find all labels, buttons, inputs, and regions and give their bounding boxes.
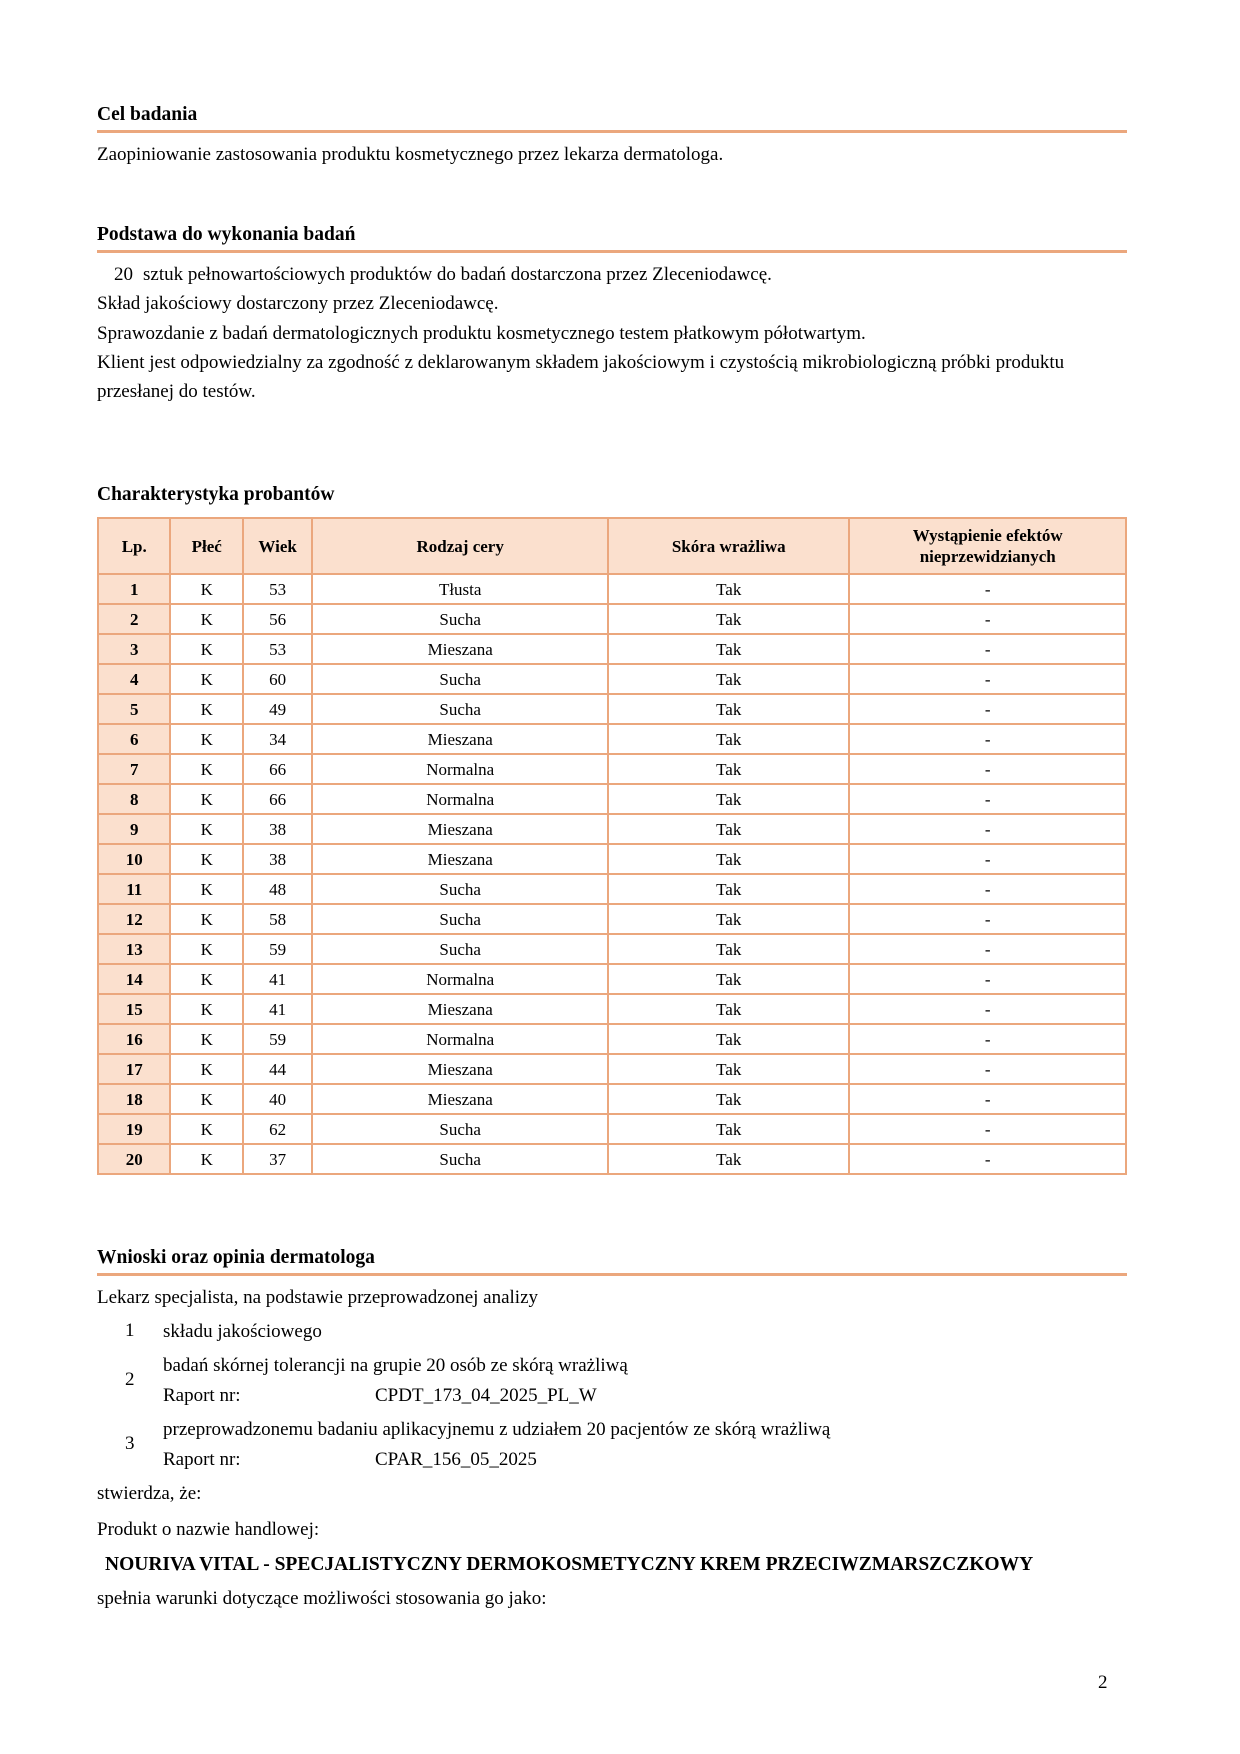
table-cell: Normalna xyxy=(312,1024,608,1054)
table-cell: Tak xyxy=(608,1024,849,1054)
conclusion-body xyxy=(163,1351,1127,1411)
conclusion-number: 2 xyxy=(125,1369,135,1391)
table-cell: K xyxy=(170,1024,242,1054)
table-cell: - xyxy=(849,1144,1126,1174)
table-cell: Sucha xyxy=(312,874,608,904)
table-row xyxy=(98,934,1126,964)
report-line xyxy=(163,1445,1127,1475)
table-cell: Tak xyxy=(608,994,849,1024)
table-cell: Tak xyxy=(608,934,849,964)
table-cell: K xyxy=(170,574,242,604)
table-cell: - xyxy=(849,874,1126,904)
table-row xyxy=(98,604,1126,634)
table-cell: K xyxy=(170,634,242,664)
table-cell: - xyxy=(849,574,1126,604)
table-row xyxy=(98,784,1126,814)
table-row xyxy=(98,664,1126,694)
table-cell: Tak xyxy=(608,574,849,604)
section-heading-charakterystyka: Charakterystyka probantów xyxy=(97,484,335,505)
table-cell: Sucha xyxy=(312,664,608,694)
table-cell: 7 xyxy=(98,754,170,784)
table-cell: 59 xyxy=(243,934,312,964)
table-cell: Sucha xyxy=(312,1144,608,1174)
quantity-value: 20 xyxy=(114,263,133,285)
section-charakterystyka-probantow xyxy=(97,484,1127,1175)
section-podstawa-badan xyxy=(97,224,1127,407)
table-cell: 15 xyxy=(98,994,170,1024)
cel-badania-paragraph: Zaopiniowanie zastosowania produktu kosmetycznego przez lekarza dermatologa. xyxy=(97,144,724,165)
page-content xyxy=(97,104,1127,1614)
table-cell: 37 xyxy=(243,1144,312,1174)
table-cell: - xyxy=(849,1114,1126,1144)
table-cell: Tak xyxy=(608,604,849,634)
table-cell: 38 xyxy=(243,844,312,874)
table-row xyxy=(98,904,1126,934)
table-cell: 18 xyxy=(98,1084,170,1114)
table-row xyxy=(98,814,1126,844)
table-cell: 20 xyxy=(98,1144,170,1174)
table-row xyxy=(98,964,1126,994)
conclusion-text: badań skórnej tolerancji na grupie 20 osób ze skórą wrażliwą xyxy=(163,1354,628,1376)
report-label: Raport nr: xyxy=(163,1448,241,1470)
product-intro: Produkt o nazwie handlowej: xyxy=(97,1518,320,1540)
table-cell: Tak xyxy=(608,754,849,784)
conclusion-body xyxy=(163,1415,1127,1475)
conclusion-text: składu jakościowego xyxy=(163,1320,322,1342)
table-cell: 59 xyxy=(243,1024,312,1054)
table-cell: - xyxy=(849,964,1126,994)
table-cell: - xyxy=(849,1054,1126,1084)
table-cell: Tak xyxy=(608,724,849,754)
page-number: 2 xyxy=(1098,1672,1108,1693)
table-row xyxy=(98,1054,1126,1084)
table-row xyxy=(98,694,1126,724)
column-header: Płeć xyxy=(170,518,242,574)
table-cell: K xyxy=(170,754,242,784)
table-cell: Tak xyxy=(608,874,849,904)
table-cell: Sucha xyxy=(312,1114,608,1144)
table-cell: 2 xyxy=(98,604,170,634)
section-cel-badania xyxy=(97,104,1127,170)
table-cell: 41 xyxy=(243,964,312,994)
table-cell: K xyxy=(170,1114,242,1144)
table-cell: 9 xyxy=(98,814,170,844)
table-cell: 49 xyxy=(243,694,312,724)
column-header: Wiek xyxy=(243,518,312,574)
table-cell: Tak xyxy=(608,784,849,814)
column-header: Wystąpienie efektów nieprzewidzianych xyxy=(849,518,1126,574)
table-cell: - xyxy=(849,604,1126,634)
table-cell: Tak xyxy=(608,1114,849,1144)
section-wnioski xyxy=(97,1247,1127,1614)
table-cell: K xyxy=(170,934,242,964)
table-cell: - xyxy=(849,754,1126,784)
table-cell: K xyxy=(170,694,242,724)
quantity-text: sztuk pełnowartościowych produktów do badań dostarczona przez Zleceniodawcę. xyxy=(143,263,772,285)
table-cell: K xyxy=(170,1084,242,1114)
table-cell: Mieszana xyxy=(312,1054,608,1084)
table-cell: K xyxy=(170,604,242,634)
table-cell: Normalna xyxy=(312,964,608,994)
wnioski-closing: stwierdza, że: xyxy=(97,1482,202,1504)
table-cell: Normalna xyxy=(312,754,608,784)
wnioski-final-line: spełnia warunki dotyczące możliwości stosowania go jako: xyxy=(97,1587,547,1609)
table-cell: 53 xyxy=(243,634,312,664)
table-cell: - xyxy=(849,1024,1126,1054)
table-cell: 8 xyxy=(98,784,170,814)
table-cell: Mieszana xyxy=(312,814,608,844)
table-cell: Sucha xyxy=(312,904,608,934)
table-cell: 38 xyxy=(243,814,312,844)
table-cell: K xyxy=(170,844,242,874)
table-row xyxy=(98,1114,1126,1144)
conclusion-item-2 xyxy=(97,1351,1127,1411)
section-heading-podstawa: Podstawa do wykonania badań xyxy=(97,224,1127,253)
column-header: Lp. xyxy=(98,518,170,574)
table-cell: 14 xyxy=(98,964,170,994)
conclusion-item-3 xyxy=(97,1415,1127,1475)
table-cell: 41 xyxy=(243,994,312,1024)
table-cell: K xyxy=(170,664,242,694)
table-cell: Mieszana xyxy=(312,634,608,664)
table-cell: Mieszana xyxy=(312,1084,608,1114)
table-cell: Tak xyxy=(608,1144,849,1174)
table-cell: - xyxy=(849,694,1126,724)
table-cell: Sucha xyxy=(312,604,608,634)
table-cell: 17 xyxy=(98,1054,170,1084)
table-row xyxy=(98,1144,1126,1174)
table-cell: 12 xyxy=(98,904,170,934)
table-row xyxy=(98,634,1126,664)
report-value: CPDT_173_04_2025_PL_W xyxy=(375,1384,597,1406)
table-row xyxy=(98,1084,1126,1114)
table-cell: K xyxy=(170,724,242,754)
table-cell: 48 xyxy=(243,874,312,904)
table-cell: K xyxy=(170,814,242,844)
table-cell: K xyxy=(170,874,242,904)
table-row xyxy=(98,574,1126,604)
table-cell: Normalna xyxy=(312,784,608,814)
table-cell: 1 xyxy=(98,574,170,604)
table-cell: - xyxy=(849,934,1126,964)
table-cell: 10 xyxy=(98,844,170,874)
table-cell: K xyxy=(170,1144,242,1174)
table-row xyxy=(98,724,1126,754)
conclusion-body xyxy=(163,1317,1127,1347)
table-cell: 66 xyxy=(243,784,312,814)
table-cell: - xyxy=(849,1084,1126,1114)
podstawa-paragraph: Sprawozdanie z badań dermatologicznych produktu kosmetycznego testem płatkowym półotwartym. xyxy=(97,322,866,344)
table-cell: Tak xyxy=(608,664,849,694)
table-cell: Sucha xyxy=(312,694,608,724)
column-header: Rodzaj cery xyxy=(312,518,608,574)
table-cell: - xyxy=(849,664,1126,694)
table-cell: 6 xyxy=(98,724,170,754)
table-cell: 56 xyxy=(243,604,312,634)
section-heading-wnioski: Wnioski oraz opinia dermatologa xyxy=(97,1247,1127,1276)
table-cell: 3 xyxy=(98,634,170,664)
table-cell: Tak xyxy=(608,814,849,844)
table-cell: Tak xyxy=(608,1084,849,1114)
table-cell: - xyxy=(849,844,1126,874)
table-row xyxy=(98,994,1126,1024)
table-cell: 5 xyxy=(98,694,170,724)
table-cell: Mieszana xyxy=(312,844,608,874)
table-cell: - xyxy=(849,994,1126,1024)
wnioski-intro: Lekarz specjalista, na podstawie przeprowadzonej analizy xyxy=(97,1287,539,1308)
table-row xyxy=(98,754,1126,784)
probants-table-body xyxy=(98,574,1126,1174)
table-cell: Tak xyxy=(608,904,849,934)
table-cell: K xyxy=(170,1054,242,1084)
table-cell: Mieszana xyxy=(312,994,608,1024)
table-cell: 34 xyxy=(243,724,312,754)
probants-table-head-row xyxy=(98,518,1126,574)
table-cell: 4 xyxy=(98,664,170,694)
table-cell: - xyxy=(849,784,1126,814)
conclusion-number: 3 xyxy=(125,1433,135,1455)
column-header: Skóra wrażliwa xyxy=(608,518,849,574)
table-cell: 58 xyxy=(243,904,312,934)
table-cell: Tak xyxy=(608,634,849,664)
table-cell: - xyxy=(849,724,1126,754)
table-cell: K xyxy=(170,994,242,1024)
table-cell: 19 xyxy=(98,1114,170,1144)
table-cell: 40 xyxy=(243,1084,312,1114)
table-cell: - xyxy=(849,634,1126,664)
table-cell: 16 xyxy=(98,1024,170,1054)
table-cell: 62 xyxy=(243,1114,312,1144)
table-cell: Tłusta xyxy=(312,574,608,604)
table-cell: 53 xyxy=(243,574,312,604)
table-row xyxy=(98,844,1126,874)
conclusion-item-1 xyxy=(97,1317,1127,1347)
table-row xyxy=(98,874,1126,904)
table-cell: - xyxy=(849,904,1126,934)
probants-table xyxy=(97,517,1127,1175)
podstawa-lines xyxy=(97,261,1127,407)
report-line xyxy=(163,1381,1127,1411)
table-cell: K xyxy=(170,904,242,934)
table-cell: 66 xyxy=(243,754,312,784)
table-row xyxy=(98,1024,1126,1054)
table-cell: Tak xyxy=(608,1054,849,1084)
table-cell: 13 xyxy=(98,934,170,964)
table-cell: 60 xyxy=(243,664,312,694)
podstawa-paragraph: Klient jest odpowiedzialny za zgodność z deklarowanym składem jakościowym i czystością mikrobiologiczną próbki produktu przesłanej do testów. xyxy=(97,352,1065,402)
table-cell: Tak xyxy=(608,844,849,874)
table-cell: Tak xyxy=(608,964,849,994)
section-heading-cel-badania: Cel badania xyxy=(97,104,1127,133)
table-cell: Sucha xyxy=(312,934,608,964)
podstawa-paragraph: Skład jakościowy dostarczony przez Zleceniodawcę. xyxy=(97,293,499,314)
table-cell: - xyxy=(849,814,1126,844)
table-cell: 44 xyxy=(243,1054,312,1084)
table-cell: Tak xyxy=(608,694,849,724)
table-cell: Mieszana xyxy=(312,724,608,754)
report-value: CPAR_156_05_2025 xyxy=(375,1448,537,1470)
table-cell: 11 xyxy=(98,874,170,904)
conclusion-number: 1 xyxy=(125,1320,135,1342)
podstawa-quantity-line xyxy=(97,261,1127,290)
table-cell: K xyxy=(170,964,242,994)
product-name: NOURIVA VITAL - SPECJALISTYCZNY DERMOKOSMETYCZNY KREM PRZECIWZMARSZCZKOWY xyxy=(105,1553,1034,1575)
conclusion-text: przeprowadzonemu badaniu aplikacyjnemu z udziałem 20 pacjentów ze skórą wrażliwą xyxy=(163,1418,831,1440)
report-label: Raport nr: xyxy=(163,1384,241,1406)
table-cell: K xyxy=(170,784,242,814)
